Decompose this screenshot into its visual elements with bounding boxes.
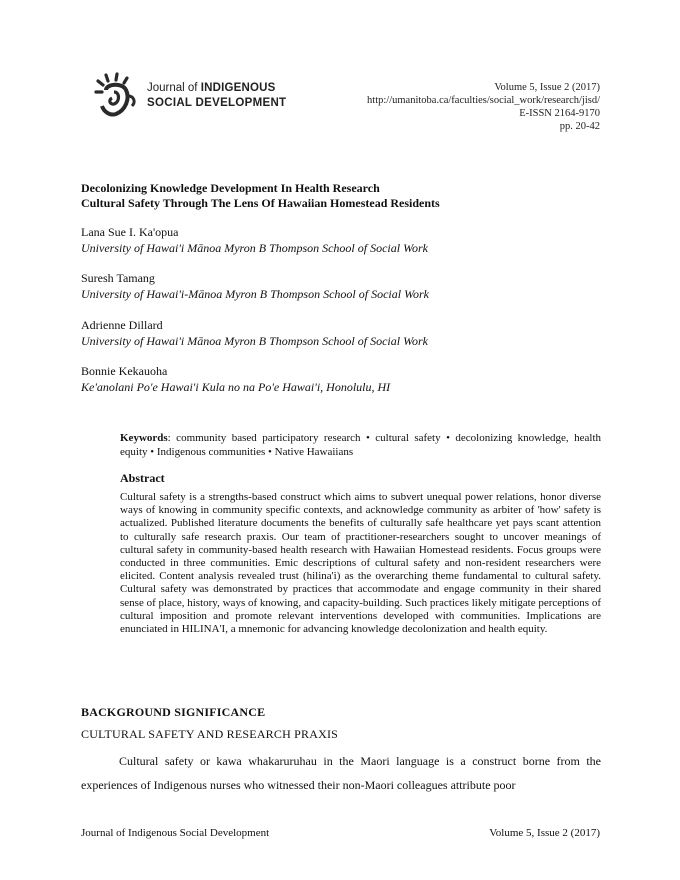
- footer-volume-issue: Volume 5, Issue 2 (2017): [489, 827, 600, 839]
- sun-spiral-icon: [90, 72, 140, 118]
- volume-issue: Volume 5, Issue 2 (2017): [494, 82, 600, 93]
- keywords-text: : community based participatory research • cultural safety • decolonizing knowledge, health equity • Indigenous communities • Native Hawaiians: [120, 432, 601, 458]
- journal-name-line2: SOCIAL DEVELOPMENT: [147, 97, 287, 109]
- author-affiliation: Ke'anolani Po'e Hawai'i Kula no na Po'e Hawai'i, Honolulu, HI: [81, 380, 391, 394]
- author-block: [81, 363, 390, 395]
- author-affiliation: University of Hawai'i-Mānoa Myron B Thompson School of Social Work: [81, 287, 429, 301]
- title-line-2: Cultural Safety Through The Lens Of Hawaiian Homestead Residents: [81, 196, 440, 210]
- author-affiliation: University of Hawai'i Mānoa Myron B Thompson School of Social Work: [81, 334, 428, 348]
- publication-meta: [367, 81, 600, 133]
- page-range: pp. 20-42: [559, 121, 600, 132]
- body-paragraph: Cultural safety or kawa whakaruruhau in the Maori language is a construct borne from the experiences of Indigenous nurses who witnessed their non-Maori colleagues attribute poor: [81, 754, 601, 792]
- abstract-text: Cultural safety is a strengths-based construct which aims to subvert unequal power relations, honor diverse ways of knowing in community specific contexts, and acknowledge community as arbiter of 'how' safety is actualized. Published literature documents the benefits of culturally safe healthcare yet pays scant attention to culturally safe research praxis. Our team of practitioner-researchers sought to uncover meanings of cultural safety in community-based health research with Hawaiian Homestead residents. Focus groups were conducted in three communities. Emic descriptions of cultural safety and non-resident researchers were elicited. Content analysis revealed trust (hilina'i) as the overarching theme fundamental to cultural safety. Cultural safety was demonstrated by practices that accommodate and engage community in their shared sense of place, history, ways of knowing, and capacity-building. Such practices likely mitigate perceptions of cultural imposition and promote relevant interventions developed with communities. Implications are enunciated in HILINA'I, a mnemonic for advancing knowledge decolonization and health equity.: [120, 491, 601, 636]
- title-line-1: Decolonizing Knowledge Development In Health Research: [81, 181, 380, 195]
- issn: E-ISSN 2164-9170: [519, 108, 600, 119]
- section-subheading: CULTURAL SAFETY AND RESEARCH PRAXIS: [81, 727, 339, 741]
- journal-url[interactable]: http://umanitoba.ca/faculties/social_work/research/jisd/: [367, 95, 600, 106]
- journal-name-line1: Journal of INDIGENOUS: [147, 82, 276, 94]
- section-heading: BACKGROUND SIGNIFICANCE: [81, 705, 266, 719]
- author-block: [81, 270, 429, 302]
- author-block: [81, 224, 428, 256]
- author-affiliation: University of Hawai'i Mānoa Myron B Thompson School of Social Work: [81, 241, 428, 255]
- keywords-label: Keywords: [120, 432, 168, 444]
- abstract-heading: Abstract: [120, 471, 165, 485]
- author-name: Bonnie Kekauoha: [81, 364, 168, 378]
- author-block: [81, 317, 428, 349]
- author-name: Suresh Tamang: [81, 271, 155, 285]
- author-name: Lana Sue I. Ka'opua: [81, 225, 179, 239]
- journal-logo: [90, 72, 290, 118]
- author-name: Adrienne Dillard: [81, 318, 163, 332]
- footer-journal-name: Journal of Indigenous Social Development: [81, 827, 270, 839]
- paper-title: [81, 181, 440, 211]
- keywords: [120, 431, 601, 459]
